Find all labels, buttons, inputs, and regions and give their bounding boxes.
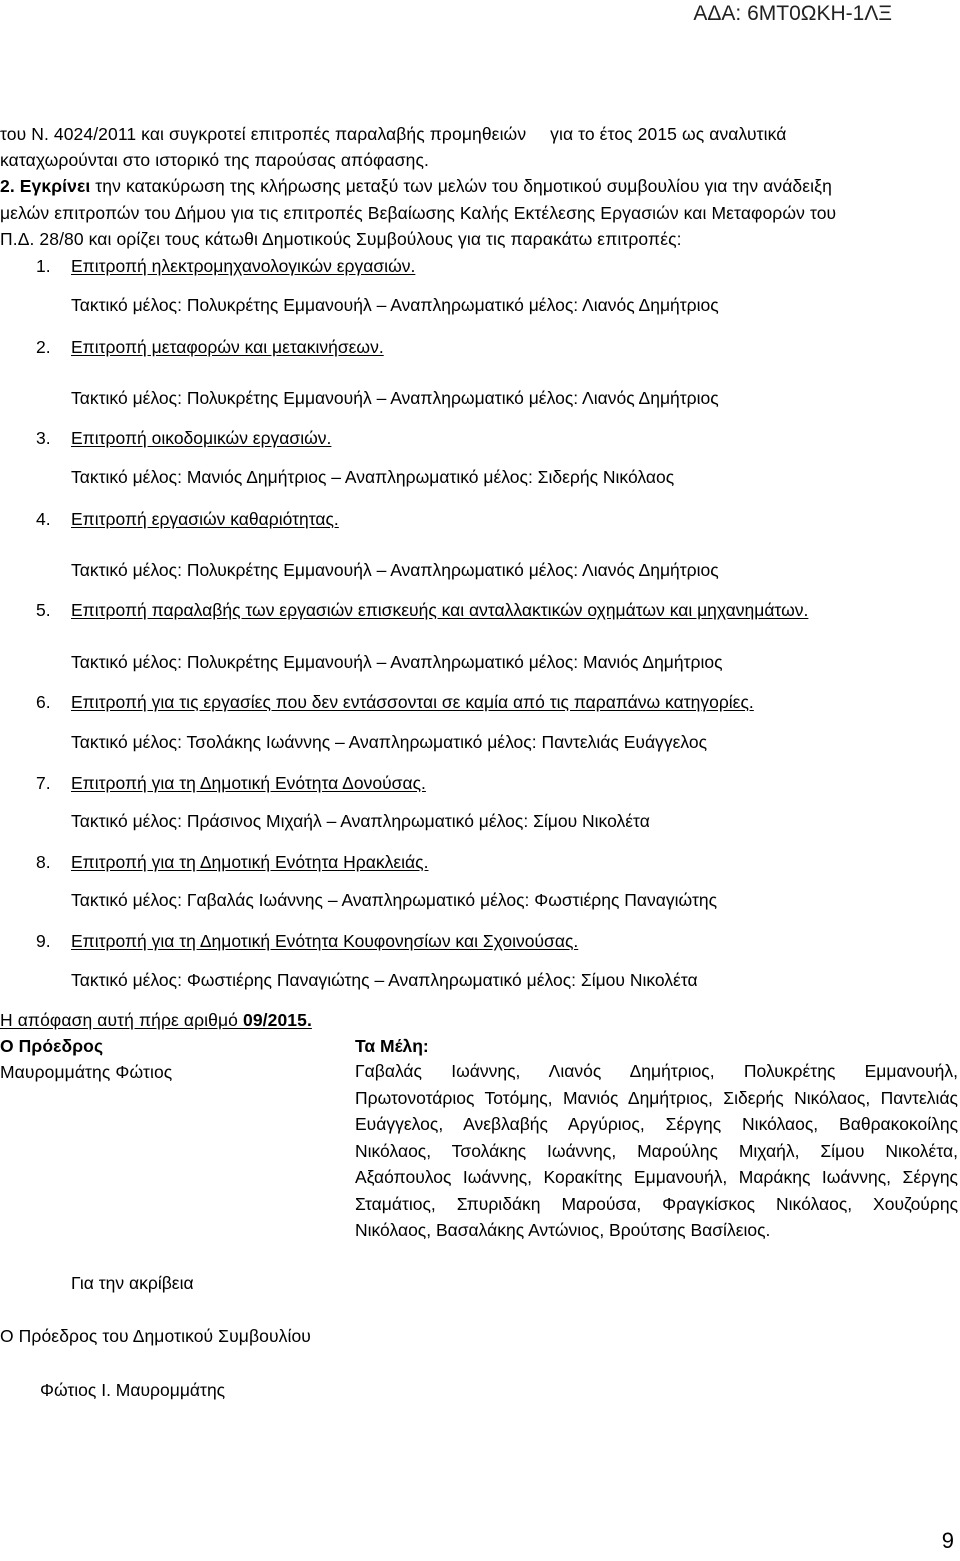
decision-text: Η απόφαση αυτή πήρε αριθμό xyxy=(0,1010,239,1030)
intro-line-3-rest: την κατακύρωση της κλήρωσης μεταξύ των μελών του δημοτικού συμβουλίου για την ανάδειξη xyxy=(95,176,832,196)
committee-title: Επιτροπή ηλεκτρομηχανολογικών εργασιών. xyxy=(71,256,416,276)
intro-line-1-a: του Ν. 4024/2011 και συγκροτεί επιτροπές παραλαβής προμηθειών xyxy=(0,124,527,144)
committee-members: Τακτικό μέλος: Πολυκρέτης Εμμανουήλ – Αναπληρωματικό μέλος: Λιανός Δημήτριος xyxy=(71,388,719,408)
committee-title: Επιτροπή παραλαβής των εργασιών επισκευής και ανταλλακτικών οχημάτων και μηχανημάτων. xyxy=(71,600,809,620)
committee-members: Τακτικό μέλος: Πολυκρέτης Εμμανουήλ – Αναπληρωματικό μέλος: Μανιός Δημήτριος xyxy=(71,652,723,672)
committee-title: Επιτροπή μεταφορών και μετακινήσεων. xyxy=(71,337,384,357)
committee-title: Επιτροπή για τη Δημοτική Ενότητα Ηρακλειάς. xyxy=(71,852,429,872)
decision-line xyxy=(0,1010,312,1031)
committee-title: Επιτροπή για τις εργασίες που δεν εντάσσονται σε καμία από τις παραπάνω κατηγορίες. xyxy=(71,692,754,712)
committee-members: Τακτικό μέλος: Πολυκρέτης Εμμανουήλ – Αναπληρωματικό μέλος: Λιανός Δημήτριος xyxy=(71,560,719,580)
intro-line-3 xyxy=(0,176,832,197)
intro-line-5: Π.Δ. 28/80 και ορίζει τους κάτωθι Δημοτικούς Συμβούλους για τις παρακάτω επιτροπές: xyxy=(0,229,682,249)
page-number: 9 xyxy=(941,1528,954,1553)
committee-members: Τακτικό μέλος: Φωστιέρης Παναγιώτης – Αναπληρωματικό μέλος: Σίμου Νικολέτα xyxy=(71,970,698,990)
committee-number: 7. xyxy=(36,773,51,793)
committee-title: Επιτροπή εργασιών καθαριότητας. xyxy=(71,509,339,529)
committee-members: Τακτικό μέλος: Τσολάκης Ιωάννης – Αναπληρωματικό μέλος: Παντελιάς Ευάγγελος xyxy=(71,732,708,752)
president-label: Ο Πρόεδρος xyxy=(0,1036,104,1056)
intro-line-1-b: για το έτος 2015 ως αναλυτικά xyxy=(550,124,787,144)
committee-members: Τακτικό μέλος: Πράσινος Μιχαήλ – Αναπληρωματικό μέλος: Σίμου Νικολέτα xyxy=(71,811,650,831)
intro-line-2: καταχωρούνται στο ιστορικό της παρούσας απόφασης. xyxy=(0,150,429,170)
committee-title: Επιτροπή για τη Δημοτική Ενότητα Κουφονησίων και Σχοινούσας. xyxy=(71,931,579,951)
accuracy-note: Για την ακρίβεια xyxy=(71,1273,194,1293)
committee-number: 6. xyxy=(36,692,51,712)
intro-line-1 xyxy=(0,124,786,145)
committee-number: 2. xyxy=(36,337,51,357)
committee-title: Επιτροπή οικοδομικών εργασιών. xyxy=(71,428,332,448)
committee-number: 3. xyxy=(36,428,51,448)
intro-line-4: μελών επιτροπών του Δήμου για τις επιτροπές Βεβαίωσης Καλής Εκτέλεσης Εργασιών και Μεταφορών του xyxy=(0,203,837,223)
members-list: Γαβαλάς Ιωάννης, Λιανός Δημήτριος, Πολυκρέτης Εμμανουήλ, Πρωτονοτάριος Τοτόμης, Μανιός Δημήτριος, Σιδερής Νικόλαος, Παντελιάς Ευάγγελος, Ανεβλαβής Αργύριος, Σέργης Νικόλαος, Βαθρακοκοίλης Νικόλαος, Τσολάκης Ιωάννης, Μαρούλης Μιχαήλ, Σίμου Νικολέτα, Αξαόπουλος Ιωάννης, Κορακίτης Εμμανουήλ, Μαράκης Ιωάννης, Σέργης Σταμάτιος, Σπυριδάκη Μαρούσα, Φραγκίσκος Νικόλαος, Χουζούρης Νικόλαος, Βασαλάκης Αντώνιος, Βρούτσης Βασίλειος. xyxy=(355,1061,958,1240)
committee-number: 1. xyxy=(36,256,51,276)
committee-number: 4. xyxy=(36,509,51,529)
committee-members: Τακτικό μέλος: Μανιός Δημήτριος – Αναπληρωματικό μέλος: Σιδερής Νικόλαος xyxy=(71,467,675,487)
council-president-name: Φώτιος Ι. Μαυρομμάτης xyxy=(40,1380,226,1400)
members-label: Τα Μέλη: xyxy=(355,1036,429,1056)
committee-members: Τακτικό μέλος: Πολυκρέτης Εμμανουήλ – Αναπληρωματικό μέλος: Λιανός Δημήτριος xyxy=(71,295,719,315)
ada-code: ΑΔΑ: 6ΜΤ0ΩΚΗ-1ΛΞ xyxy=(693,2,892,25)
committee-number: 8. xyxy=(36,852,51,872)
council-president-title: Ο Πρόεδρος του Δημοτικού Συμβουλίου xyxy=(0,1326,311,1346)
point-number: 2. xyxy=(0,176,15,196)
committee-number: 9. xyxy=(36,931,51,951)
committee-title: Επιτροπή για τη Δημοτική Ενότητα Δονούσας. xyxy=(71,773,426,793)
committee-number: 5. xyxy=(36,600,51,620)
president-name: Μαυρομμάτης Φώτιος xyxy=(0,1062,173,1082)
committee-members: Τακτικό μέλος: Γαβαλάς Ιωάννης – Αναπληρωματικό μέλος: Φωστιέρης Παναγιώτης xyxy=(71,890,718,910)
approves-keyword: Εγκρίνει xyxy=(19,176,91,196)
decision-number: 09/2015. xyxy=(242,1010,312,1030)
